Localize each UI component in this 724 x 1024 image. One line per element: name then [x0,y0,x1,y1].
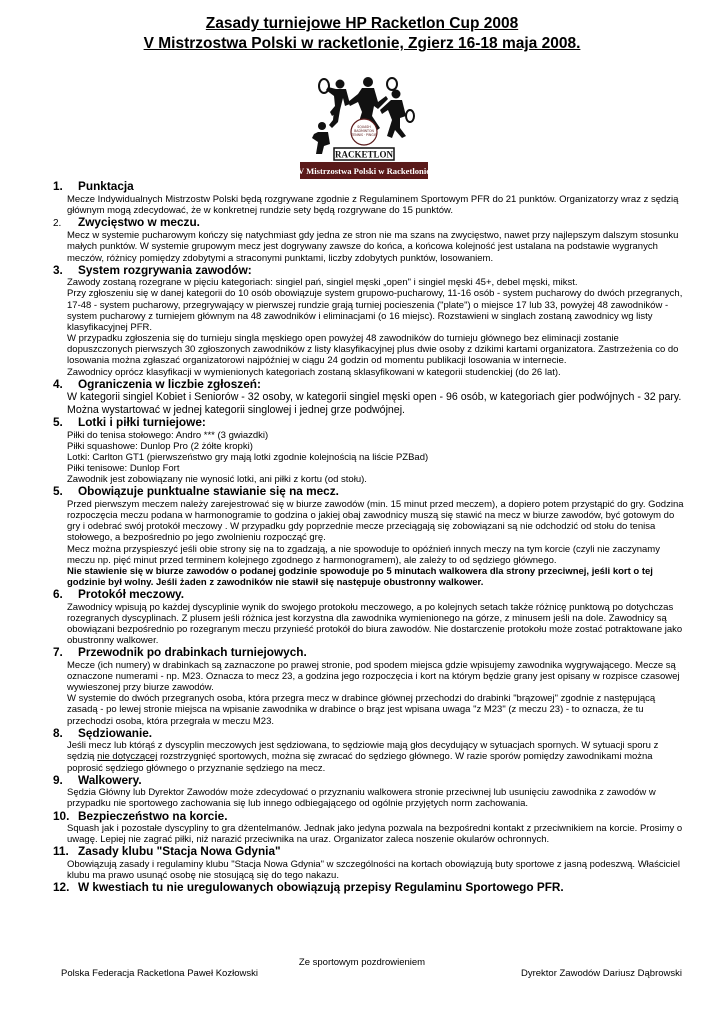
section-number: 3. [53,262,63,277]
section-heading [40,588,684,602]
section-number: 7. [53,645,63,660]
section-heading [40,264,684,278]
racketlon-logo [296,76,432,182]
section-body [40,277,684,377]
rule-section [40,845,684,881]
section-title: System rozgrywania zawodów: [78,262,252,277]
section-title: Ograniczenia w liczbie zgłoszeń: [78,376,261,391]
section-paragraph: Sędzia Główny lub Dyrektor Zawodów może zdecydować o przyznaniu walkowera stronie przeciwnej lub usunięciu zawodnika z zawodów w przypadku nie sportowego zachowania się lub innego odbiegającego od ogólnie przyjętych norm zachowania. [67,787,656,810]
rule-section [40,646,684,726]
section-heading [40,646,684,660]
rule-section [40,810,684,846]
rule-section [40,378,684,417]
section-body [40,660,684,727]
logo-brand-text: RACKETLON [334,149,394,160]
section-body [40,602,684,647]
section-heading [40,180,684,194]
section-paragraph: W kategorii singiel Kobiet i Seniorów - 32 osoby, w kategorii singiel męski open - 96 osób, w kategoriach gier podwójnych - 32 pary. Można wystartować w jednej kategorii singlowej i jednej grze podwójnej. [67,391,682,416]
section-paragraph: Squash jak i pozostałe dyscypliny to gra dżentelmanów. Jednak jako jedyna pozwala na bezpośredni kontakt z przeciwnikiem na korcie. Prosimy o uwagę. Lepiej nie zagrać piłki, niż narazić przeciwnika na uraz. Organizator zaleca noszenie okularów ochronnych. [67,823,683,846]
section-number: 8. [53,725,63,740]
section-paragraph: Nie stawienie się w biurze zawodów o podanej godzinie spowoduje po 5 minutach walkowera dla strony przeciwnej, jeśli kort o tej godzinie był wolny. Jeśli żaden z zawodników nie stawił się następuje obustronny walkower. [67,565,653,589]
document-title: Zasady turniejowe HP Racketlon Cup 2008 [205,15,519,32]
section-title: Sędziowanie. [78,725,153,740]
section-number: 2. [53,217,62,229]
section-heading [40,378,684,392]
section-title: Przewodnik po drabinkach turniejowych. [78,645,307,660]
section-number: 5. [53,484,63,499]
section-body [40,230,684,263]
svg-text:TENNIS · PINGIS: TENNIS · PINGIS [351,133,377,137]
section-title: Lotki i piłki turniejowe: [78,415,206,430]
section-paragraph: Lotki: Carlton GT1 (pierwszeństwo gry mają lotki zgodnie kolejnością na liście PZBad) [67,452,429,463]
rule-section [40,216,684,264]
section-paragraph: Mecze Indywidualnych Mistrzostw Polski będą rozgrywane zgodnie z Regulaminem Sportowym PFR do 21 punktów. Organizatorzy wraz z sędzią głównym mogą zdecydować, że w konkretnej rundzie sety będą rozgrywane do 15 punktów. [67,193,679,216]
rule-section [40,264,684,378]
section-number: 1. [53,179,63,193]
section-heading [40,845,684,859]
section-paragraph: Przed pierwszym meczem należy zarejestrować się w biurze zawodów (min. 15 minut przed meczem), a dopiero potem przystąpić do gry. Godzina rozpoczęcia meczu podana w harmonogramie to godzina o jakiej obaj zawodnicy muszą się stawić na mecz w biurze zawodów, być gotowym do gry i odebrać swój protokół meczowy . W przypadku gdy poprzednie mecze przeciągają się zobowiązani są nie odchodzić od stołu do tenisa stołowego, a bezpośrednio po jego zwolnieniu rozpocząć grę. [67,498,684,544]
rule-section [40,774,684,810]
section-heading [40,881,684,895]
paragraph-text: rozstrzygnięć sportowych, można się zwracać do sędziego głównego. W razie sporów pomiędzy zawodnikami można poprosić sędziego głównego o przyznanie sędziego na mecz. [67,751,653,774]
section-paragraph: Zawody zostaną rozegrane w pięciu kategoriach: singiel pań, singiel męski „open" i singiel męski 45+, debel męski, mikst. [67,277,578,289]
section-number: 4. [53,376,63,391]
rule-section [40,727,684,774]
section-number: 6. [53,587,63,602]
section-title: Zasady klubu "Stacja Nowa Gdynia" [78,844,281,859]
section-paragraph: Mecz można przyspieszyć jeśli obie strony się na to zgadzają, a nie spowoduje to opóźnień innych meczy na tym korcie (czyli nie zaczynamy meczu np. pięć minut przed terminem kolejnego zgodnego z harmonogramem), ale zależy to od sędziego głównego. [67,543,660,566]
section-title: W kwestiach tu nie uregulowanych obowiązują przepisy Regulaminu Sportowego PFR. [78,880,564,895]
section-paragraph [67,740,684,773]
section-number: 11. [53,844,69,859]
section-paragraph: Obowiązują zasady i regulaminy klubu "Stacja Nowa Gdynia" w szczególności na kortach obowiązują buty sportowe z jasną podeszwą. Właściciel klubu ma prawo usunąć osobę nie stosującą się do tego nakazu. [67,858,680,882]
section-heading [40,485,684,499]
logo-banner-text: V Mistrzostwa Polski w Racketlonie [297,166,431,176]
svg-text:SQUASH: SQUASH [357,125,371,129]
rule-section [40,180,684,216]
section-number: 5. [53,415,63,430]
section-title: Protokół meczowy. [78,587,184,602]
section-heading [40,774,684,788]
rule-section [40,588,684,646]
section-body [40,823,684,845]
underlined-text: nie dotyczącej [97,751,158,763]
section-title: Obowiązuje punktualne stawianie się na mecz. [78,484,339,499]
section-title: Bezpieczeństwo na korcie. [78,808,228,823]
section-body [40,430,684,486]
section-heading [40,727,684,741]
section-title: Walkowery. [78,772,142,787]
document-subtitle: V Mistrzostwa Polski w racketlonie, Zgierz 16-18 maja 2008. [143,35,581,52]
svg-text:BADMINTON: BADMINTON [354,129,374,133]
section-paragraph: Piłki do tenisa stołowego: Andro *** (3 gwiazdki) [67,429,269,441]
rules-sections [40,180,684,895]
paragraph-text: Jeśli mecz lub którąś z dyscyplin meczowych jest sędziowana, to sędziowie mają głos decydujący w sytuacjach spornych. W sytuacji sporu z sędzią [67,740,659,763]
section-body [40,194,684,216]
rule-section [40,416,684,485]
section-paragraph: Zawodnicy oprócz klasyfikacji w wymienionych kategoriach zostaną sklasyfikowani w kategorii studenckiej (do 26 lat). [67,366,561,378]
section-paragraph: W systemie do dwóch przegranych osoba, która przegra mecz w drabince głównej przechodzi do drabinki "brązowej" zgodnie z następującą zasadą - po lewej stronie miejsca na wpisanie zawodnika w drabince o brąz jest wpisana uwaga "z M23" (z meczu 23) - to oznacza, że tu przechodzi osoba, która przegrała w meczu M23. [67,693,656,727]
left-signature: Polska Federacja Racketlona Paweł Kozłowski [61,968,258,979]
section-paragraph: Zawodnicy wpisują po każdej dyscyplinie wynik do swojego protokołu meczowego, a po kolejnych setach także różnicę punktową po dotychczas rozegranych dyscyplinach. Z plusem jeśli różnica jest korzystna dla zawodnika wymienionego na górze, z minusem jeśli na dole. Zawodnicy są obowiązani bezpośrednio po rozegranym meczu przynieść protokół do biura zawodów. Nie dostarczenie protokołu może zostać potraktowane jako obustronny walkower. [67,601,683,647]
section-paragraph: Zawodnik jest zobowiązany nie wynosić lotki, ani piłki z kortu (od stołu). [67,474,367,486]
closing-line: Ze sportowym pozdrowieniem [298,957,426,968]
section-heading [40,216,684,231]
section-paragraph: Piłki tenisowe: Dunlop Fort [67,463,180,475]
section-heading [40,416,684,430]
section-body [40,787,684,809]
section-body [40,499,684,588]
section-paragraph: Mecz w systemie pucharowym kończy się natychmiast gdy jedna ze stron nie ma szans na zwycięstwo, nawet przy najlepszym dalszym stosunku małych punktów. W systemie grupowym mecz jest dogrywany zawsze do końca, a końcowa kolejność jest ustalana na podstawie wygranych meczów, różnicy pomiędzy zdobytymi a straconymi punktami, liczby zdobytych punktów, losowaniem. [67,230,679,264]
section-title: Punktacja [78,179,134,193]
rule-section [40,485,684,588]
section-paragraph: Piłki squashowe: Dunlop Pro (2 żółte kropki) [67,440,253,452]
section-body [40,740,684,773]
section-paragraph: W przypadku zgłoszenia się do turnieju singla męskiego open powyżej 48 zawodników do turnieju głównego bez eliminacji zostanie dopuszczonych pierwszych 30 zgłoszonych zawodników z listy klasyfikacyjnej plus dwie osoby z dzikimi kartami organizatora. Zastrzeżenia co do losowania można zgłaszać organizatorowi najpóźniej w ciągu 24 godzin od momentu publikacji losowania w internecie. [67,333,679,367]
section-number: 9. [53,772,63,787]
right-signature: Dyrektor Zawodów Dariusz Dąbrowski [520,968,682,979]
section-paragraph: Mecze (ich numery) w drabinkach są zaznaczone po prawej stronie, pod spodem miejsca gdzie wpisujemy zawodnika wygrywającego. Mecze są oznaczone numerami - np. M23. Oznacza to mecz 23, a godzina jego rozpoczęcia i kort na którym będzie grany jest opisany w rozpisce czasowej wywieszonej przy biurze zawodów. [67,659,680,694]
section-body [40,859,684,881]
section-number: 12. [53,880,70,895]
section-paragraph: Przy zgłoszeniu się w danej kategorii do 10 osób obowiązuje system grupowo-pucharowy, 11-16 osób - system pucharowy do dwóch przegranych, 17-48 - system pucharowy, przegrywający w pierwszej rundzie grają turniej pocieszenia ("plate") o miejsce 17 lub 33, powyżej 48 zawodników - system pucharowy z turniejem głównym na 48 zawodników i eliminacjami (o 16 miejsc). Rozstawieni w singlach zostaną zawodnicy wg listy klasyfikacyjnej PFR. [67,288,683,333]
section-title: Zwycięstwo w meczu. [78,214,200,229]
section-number: 10. [53,808,70,823]
rule-section [40,881,684,895]
section-body [40,391,684,416]
section-heading [40,810,684,824]
